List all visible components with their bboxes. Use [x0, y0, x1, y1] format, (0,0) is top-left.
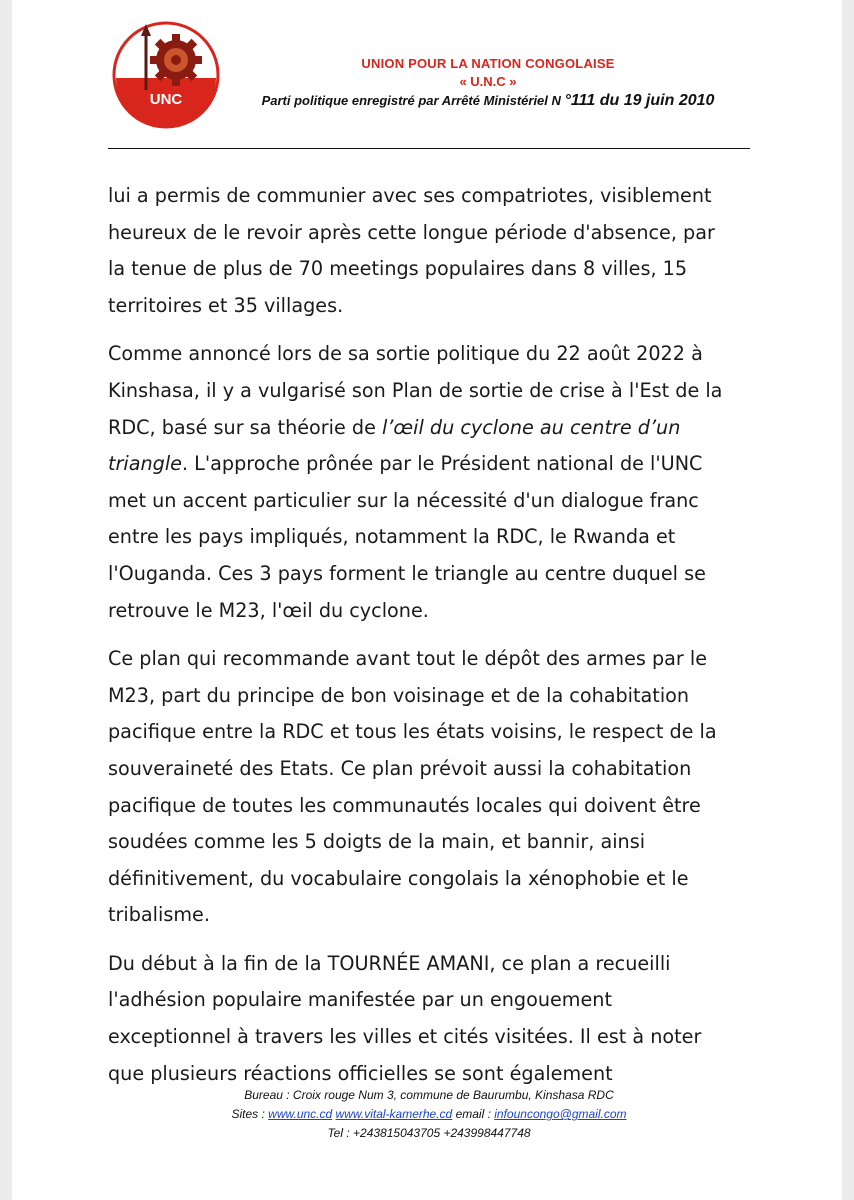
text-line: que plusieurs réactions officielles se sont également: [108, 1061, 613, 1085]
text-line: Comme annoncé lors de sa sortie politique du 22 août 2022 à: [108, 342, 703, 366]
paragraph-2: [108, 336, 750, 629]
text-line: souveraineté des Etats. Ce plan prévoit aussi la cohabitation: [108, 756, 692, 780]
svg-text:UNC: UNC: [149, 91, 183, 108]
text-line: soudées comme les 5 doigts de la main, et bannir, ainsi: [108, 830, 646, 854]
text-line: Ce plan qui recommande avant tout le dépôt des armes par le: [108, 647, 708, 671]
text-line: Du début à la fin de la TOURNÉE AMANI, ce plan a recueilli: [108, 951, 671, 975]
paragraph-3: [108, 641, 750, 934]
paragraph-4: [108, 946, 750, 1092]
email-link[interactable]: infouncongo@gmail.com: [494, 1107, 627, 1121]
text-line: la tenue de plus de 70 meetings populaires dans 8 villes, 15: [108, 257, 688, 281]
text-line: [108, 416, 680, 439]
registration-number: °111 du 19 juin 2010: [564, 92, 715, 109]
party-name: UNION POUR LA NATION CONGOLAISE: [361, 56, 615, 71]
text-line: Kinshasa, il y a vulgarisé son Plan de sortie de crise à l'Est de la: [108, 378, 723, 402]
footer-contacts: [108, 1107, 750, 1121]
document-page: [12, 0, 842, 1200]
text-line: retrouve le M23, l'œil du cyclone.: [108, 598, 429, 622]
footer-address: Bureau : Croix rouge Num 3, commune de Baurumbu, Kinshasa RDC: [244, 1088, 614, 1102]
letter-body: [108, 178, 750, 1104]
footer-phone: Tel : +243815043705 +243998447748: [327, 1126, 531, 1140]
text-line: M23, part du principe de bon voisinage et de la cohabitation: [108, 683, 690, 707]
text-line: pacifique entre la RDC et tous les états voisins, le respect de la: [108, 720, 717, 744]
text-line: l'adhésion populaire manifestée par un engouement: [108, 988, 612, 1012]
text-line: met un accent particulier sur la nécessité d'un dialogue franc: [108, 488, 699, 512]
text-segment: . L'approche prônée par le Président national de l'UNC: [181, 452, 703, 476]
text-line: l'Ouganda. Ces 3 pays forment le triangle au centre duquel se: [108, 561, 706, 585]
text-line: territoires et 35 villages.: [108, 293, 344, 317]
sites-label: Sites :: [231, 1107, 269, 1121]
registration-line: [228, 92, 748, 110]
paragraph-1: [108, 178, 750, 324]
text-line: lui a permis de communier avec ses compatriotes, visiblement: [108, 184, 712, 207]
party-abbreviation: « U.N.C »: [459, 74, 517, 89]
text-line: pacifique de toutes les communautés locales qui doivent être: [108, 793, 701, 817]
text-line: heureux de le revoir après cette longue période d'absence, par: [108, 220, 715, 244]
registration-prefix: Parti politique enregistré par Arrêté Ministériel N: [261, 93, 561, 108]
italic-phrase: triangle: [108, 452, 182, 476]
unc-logo: [96, 20, 236, 130]
text-line: exceptionnel à travers les villes et cités visitées. Il est à noter: [108, 1025, 702, 1049]
text-line: définitivement, du vocabulaire congolais la xénophobie et le: [108, 866, 689, 890]
italic-phrase: l’œil du cyclone au centre d’un: [381, 415, 681, 439]
text-line: entre les pays impliqués, notamment la RDC, le Rwanda et: [108, 525, 676, 549]
email-label: email :: [452, 1107, 495, 1121]
text-segment: RDC, basé sur sa théorie de: [108, 415, 382, 439]
site-link-unc[interactable]: www.unc.cd: [268, 1107, 333, 1121]
unc-logo-emblem: [96, 20, 236, 130]
text-line: tribalisme.: [108, 903, 210, 927]
site-link-vital-kamerhe[interactable]: www.vital-kamerhe.cd: [335, 1107, 453, 1121]
text-line: [108, 452, 702, 475]
header-divider: [108, 148, 750, 149]
